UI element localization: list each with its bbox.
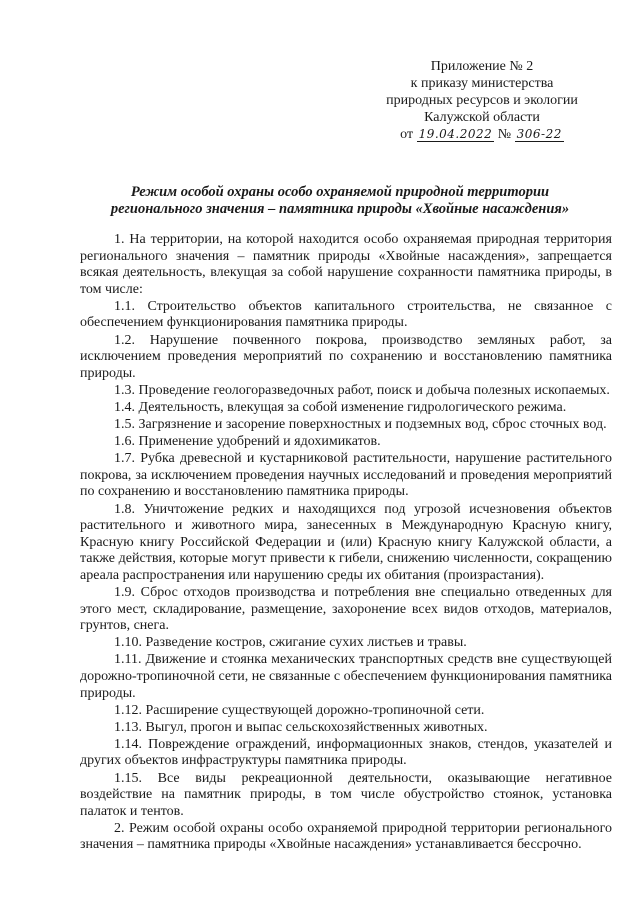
- paragraph-1-5: 1.5. Загрязнение и засорение поверхностных и подземных вод, сброс сточных вод.: [114, 417, 607, 433]
- paragraph-1-3: 1.3. Проведение геологоразведочных работ, поиск и добыча полезных ископаемых.: [114, 382, 610, 398]
- appendix-region: Калужской области: [424, 110, 540, 125]
- paragraph-1-15: 1.15. Все виды рекреационной деятельности, оказывающие негативное воздействие на памятник природы, в том числе обустройство стоянок, установка палаток и тентов.: [80, 770, 612, 819]
- appendix-ministry: природных ресурсов и экологии: [386, 93, 578, 108]
- document-body: [80, 232, 612, 854]
- paragraph-1-7: 1.7. Рубка древесной и кустарниковой растительности, нарушение растительного покрова, за исключением проведения научных исследований и проведения мероприятий по сохранению и восстановлению памятника природы.: [80, 451, 612, 500]
- paragraph-2: 2. Режим особой охраны особо охраняемой природной территории регионального значения – памятника природы «Хвойные насаждения» устанавливается бессрочно.: [80, 820, 612, 853]
- paragraph-1-14: 1.14. Повреждение ограждений, информационных знаков, стендов, указателей и других объектов инфраструктуры памятника природы.: [80, 736, 612, 769]
- title-line-2: регионального значения – памятника природы «Хвойные насаждения»: [110, 201, 570, 217]
- appendix-number: Приложение № 2: [430, 59, 534, 74]
- order-date: 19.04.2022: [418, 127, 493, 141]
- order-date-number-line: [372, 126, 592, 143]
- paragraph-1-9: 1.9. Сброс отходов производства и потребления вне специально отведенных для этого мест, складирование, размещение, захоронение всех видов отходов, материалов, грунтов, снега.: [80, 584, 612, 634]
- appendix-header: [372, 58, 592, 143]
- paragraph-1: 1. На территории, на которой находится особо охраняемая природная территория регионального значения – памятник природы «Хвойные насаждения», запрещается всякая деятельность, влекущая за собой нарушение сохранности памятника природы, в том числе:: [80, 232, 612, 297]
- paragraph-1-13: 1.13. Выгул, прогон и выпас сельскохозяйственных животных.: [114, 719, 488, 735]
- order-number: 306-22: [516, 127, 562, 141]
- title-line-1: Режим особой охраны особо охраняемой природной территории: [130, 184, 550, 200]
- paragraph-1-2: 1.2. Нарушение почвенного покрова, производство земляных работ, за исключением проведения мероприятий по сохранению и восстановлению памятника природы.: [80, 332, 612, 381]
- paragraph-1-4: 1.4. Деятельность, влекущая за собой изменение гидрологического режима.: [114, 399, 567, 415]
- paragraph-1-1: 1.1. Строительство объектов капитального строительства, не связанное с обеспечением функционирования памятника природы.: [80, 298, 612, 331]
- paragraph-1-6: 1.6. Применение удобрений и ядохимикатов.: [114, 434, 381, 450]
- from-label: от: [400, 127, 414, 142]
- paragraph-1-10: 1.10. Разведение костров, сжигание сухих листьев и травы.: [114, 635, 467, 651]
- document-title: [80, 184, 600, 218]
- paragraph-1-8: 1.8. Уничтожение редких и находящихся под угрозой исчезновения объектов растительного и животного мира, занесенных в Международную Красную книгу, Красную книгу Российской Федерации и (или) Красную книгу Калужской области, а также действия, которые могут привести к гибели, снижению численности, сокращению ареала распространения или нарушению среды их обитания (произрастания).: [80, 501, 612, 583]
- number-label: №: [497, 127, 512, 142]
- appendix-order-ref: к приказу министерства: [410, 76, 554, 91]
- paragraph-1-11: 1.11. Движение и стоянка механических транспортных средств вне существующей дорожно-тропиночной сети, не связанные с обеспечением функционирования памятника природы.: [80, 652, 612, 701]
- paragraph-1-12: 1.12. Расширение существующей дорожно-тропиночной сети.: [114, 702, 485, 718]
